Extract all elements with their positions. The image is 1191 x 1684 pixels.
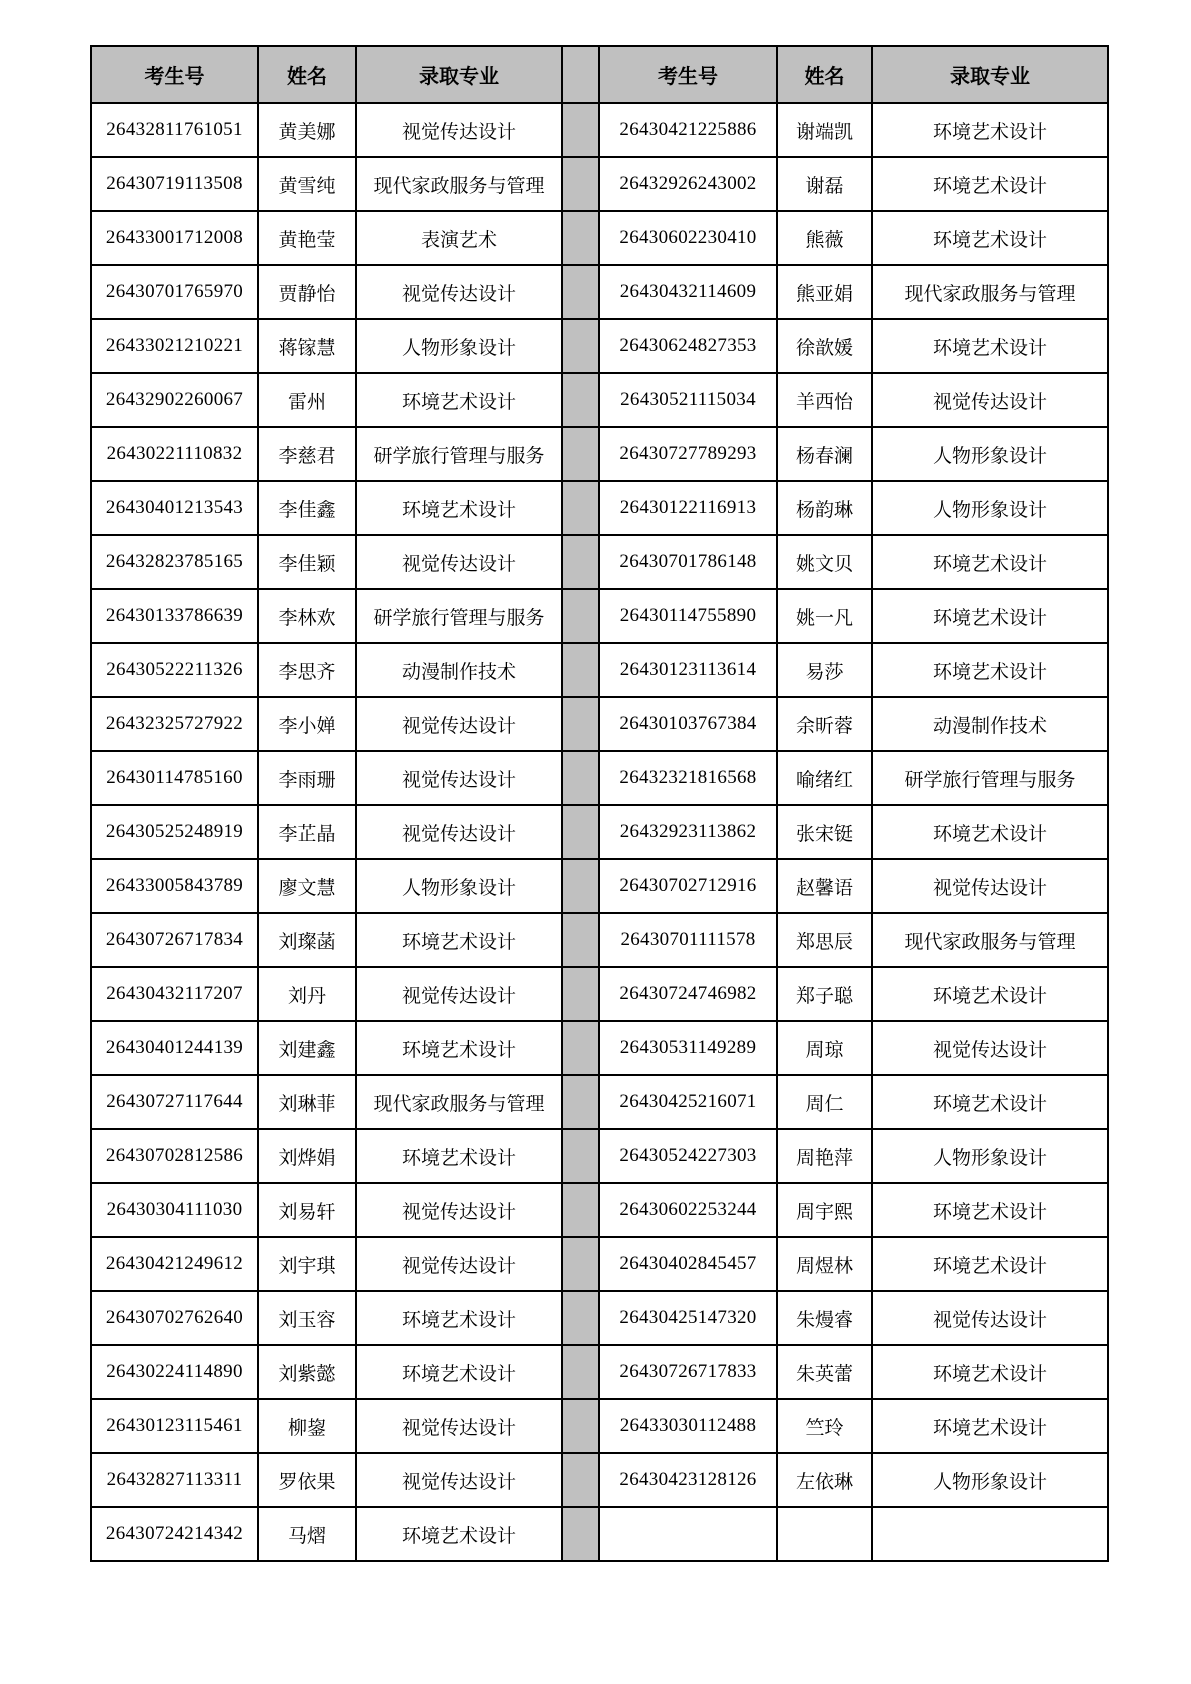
table-row	[91, 589, 1108, 643]
column-separator	[562, 751, 599, 805]
student-id-cell: 26430602253244	[599, 1183, 777, 1237]
student-name-cell: 李小婵	[258, 697, 356, 751]
header-right-name: 姓名	[777, 46, 872, 103]
admitted-major-cell: 环境艺术设计	[872, 211, 1108, 265]
column-separator	[562, 1507, 599, 1561]
admission-table	[90, 45, 1109, 1562]
header-right-id: 考生号	[599, 46, 777, 103]
student-id-cell: 26430624827353	[599, 319, 777, 373]
student-id-cell: 26430724214342	[91, 1507, 258, 1561]
header-left-major: 录取专业	[356, 46, 562, 103]
student-id-cell: 26432923113862	[599, 805, 777, 859]
admitted-major-cell: 环境艺术设计	[356, 1021, 562, 1075]
student-name-cell: 左依琳	[777, 1453, 872, 1507]
student-id-cell: 26430432117207	[91, 967, 258, 1021]
admitted-major-cell: 环境艺术设计	[872, 1075, 1108, 1129]
admitted-major-cell: 环境艺术设计	[356, 913, 562, 967]
student-id-cell: 26432926243002	[599, 157, 777, 211]
column-separator	[562, 535, 599, 589]
admitted-major-cell: 视觉传达设计	[872, 1291, 1108, 1345]
student-id-cell: 26430123115461	[91, 1399, 258, 1453]
admitted-major-cell: 视觉传达设计	[356, 967, 562, 1021]
admitted-major-cell: 环境艺术设计	[872, 805, 1108, 859]
student-name-cell: 黄美娜	[258, 103, 356, 157]
student-name-cell	[777, 1507, 872, 1561]
student-name-cell: 张宋铤	[777, 805, 872, 859]
student-id-cell: 26430719113508	[91, 157, 258, 211]
student-name-cell: 贾静怡	[258, 265, 356, 319]
table-row	[91, 319, 1108, 373]
column-separator	[562, 589, 599, 643]
admitted-major-cell: 视觉传达设计	[356, 805, 562, 859]
student-id-cell: 26430425216071	[599, 1075, 777, 1129]
header-row	[91, 46, 1108, 103]
student-id-cell: 26430103767384	[599, 697, 777, 751]
student-name-cell: 雷州	[258, 373, 356, 427]
table-row	[91, 481, 1108, 535]
table-row	[91, 1129, 1108, 1183]
student-name-cell: 赵馨语	[777, 859, 872, 913]
student-id-cell: 26433021210221	[91, 319, 258, 373]
student-name-cell: 周艳萍	[777, 1129, 872, 1183]
student-id-cell: 26432325727922	[91, 697, 258, 751]
student-name-cell: 李佳鑫	[258, 481, 356, 535]
column-separator	[562, 319, 599, 373]
student-id-cell: 26430521115034	[599, 373, 777, 427]
admitted-major-cell: 环境艺术设计	[356, 1129, 562, 1183]
admitted-major-cell: 环境艺术设计	[356, 1507, 562, 1561]
student-id-cell: 26430702812586	[91, 1129, 258, 1183]
student-name-cell: 刘琳菲	[258, 1075, 356, 1129]
admitted-major-cell: 视觉传达设计	[356, 1183, 562, 1237]
admitted-major-cell: 视觉传达设计	[872, 859, 1108, 913]
admitted-major-cell: 视觉传达设计	[872, 1021, 1108, 1075]
student-id-cell: 26430133786639	[91, 589, 258, 643]
column-separator	[562, 1129, 599, 1183]
table-row	[91, 1183, 1108, 1237]
student-name-cell: 蒋镓慧	[258, 319, 356, 373]
student-id-cell: 26430122116913	[599, 481, 777, 535]
table-row	[91, 643, 1108, 697]
student-name-cell: 刘建鑫	[258, 1021, 356, 1075]
admitted-major-cell: 动漫制作技术	[356, 643, 562, 697]
table-row	[91, 1507, 1108, 1561]
table-row	[91, 859, 1108, 913]
admitted-major-cell: 视觉传达设计	[356, 1453, 562, 1507]
student-name-cell: 熊薇	[777, 211, 872, 265]
student-name-cell: 刘紫懿	[258, 1345, 356, 1399]
table-body	[91, 103, 1108, 1561]
admitted-major-cell: 环境艺术设计	[872, 319, 1108, 373]
student-name-cell: 朱熳睿	[777, 1291, 872, 1345]
column-separator	[562, 643, 599, 697]
student-id-cell: 26430432114609	[599, 265, 777, 319]
admitted-major-cell: 环境艺术设计	[356, 1345, 562, 1399]
student-id-cell: 26432827113311	[91, 1453, 258, 1507]
student-id-cell: 26430224114890	[91, 1345, 258, 1399]
admitted-major-cell: 环境艺术设计	[872, 1237, 1108, 1291]
admitted-major-cell: 人物形象设计	[872, 1453, 1108, 1507]
column-separator	[562, 1345, 599, 1399]
student-id-cell: 26433001712008	[91, 211, 258, 265]
admitted-major-cell: 环境艺术设计	[872, 103, 1108, 157]
table-row	[91, 1345, 1108, 1399]
column-separator	[562, 1453, 599, 1507]
student-name-cell: 马熠	[258, 1507, 356, 1561]
student-name-cell: 罗依果	[258, 1453, 356, 1507]
table-row	[91, 535, 1108, 589]
student-name-cell: 李思齐	[258, 643, 356, 697]
column-separator	[562, 46, 599, 103]
table-row	[91, 1453, 1108, 1507]
student-name-cell: 柳鋆	[258, 1399, 356, 1453]
table-row	[91, 697, 1108, 751]
column-separator	[562, 1399, 599, 1453]
student-id-cell: 26430421225886	[599, 103, 777, 157]
header-left-id: 考生号	[91, 46, 258, 103]
student-id-cell: 26430304111030	[91, 1183, 258, 1237]
admitted-major-cell: 视觉传达设计	[356, 1237, 562, 1291]
admitted-major-cell: 人物形象设计	[872, 1129, 1108, 1183]
student-id-cell: 26430701786148	[599, 535, 777, 589]
student-id-cell: 26430522211326	[91, 643, 258, 697]
admitted-major-cell: 环境艺术设计	[872, 967, 1108, 1021]
header-left-name: 姓名	[258, 46, 356, 103]
student-name-cell: 羊西怡	[777, 373, 872, 427]
student-id-cell: 26430525248919	[91, 805, 258, 859]
student-name-cell: 李林欢	[258, 589, 356, 643]
admitted-major-cell: 视觉传达设计	[356, 265, 562, 319]
student-name-cell: 刘宇琪	[258, 1237, 356, 1291]
table-row	[91, 427, 1108, 481]
admitted-major-cell: 表演艺术	[356, 211, 562, 265]
column-separator	[562, 859, 599, 913]
student-name-cell: 郑思辰	[777, 913, 872, 967]
student-name-cell: 廖文慧	[258, 859, 356, 913]
student-name-cell: 谢磊	[777, 157, 872, 211]
column-separator	[562, 1183, 599, 1237]
student-id-cell: 26430423128126	[599, 1453, 777, 1507]
student-id-cell: 26430401244139	[91, 1021, 258, 1075]
admitted-major-cell: 视觉传达设计	[356, 103, 562, 157]
table-row	[91, 805, 1108, 859]
admitted-major-cell: 环境艺术设计	[356, 373, 562, 427]
student-name-cell: 郑子聪	[777, 967, 872, 1021]
admitted-major-cell: 环境艺术设计	[872, 589, 1108, 643]
student-id-cell: 26430401213543	[91, 481, 258, 535]
student-name-cell: 刘易轩	[258, 1183, 356, 1237]
student-name-cell: 李慈君	[258, 427, 356, 481]
student-name-cell: 谢端凯	[777, 103, 872, 157]
table-row	[91, 1237, 1108, 1291]
admitted-major-cell: 视觉传达设计	[356, 535, 562, 589]
column-separator	[562, 265, 599, 319]
admitted-major-cell: 环境艺术设计	[356, 1291, 562, 1345]
admitted-major-cell: 视觉传达设计	[356, 1399, 562, 1453]
column-separator	[562, 1237, 599, 1291]
admitted-major-cell: 人物形象设计	[872, 427, 1108, 481]
student-name-cell: 刘璨菡	[258, 913, 356, 967]
student-name-cell: 徐歆媛	[777, 319, 872, 373]
column-separator	[562, 427, 599, 481]
student-id-cell: 26432823785165	[91, 535, 258, 589]
student-id-cell: 26430425147320	[599, 1291, 777, 1345]
column-separator	[562, 697, 599, 751]
student-id-cell: 26430701111578	[599, 913, 777, 967]
admitted-major-cell: 环境艺术设计	[872, 1399, 1108, 1453]
student-id-cell: 26430726717833	[599, 1345, 777, 1399]
table-row	[91, 211, 1108, 265]
table-row	[91, 913, 1108, 967]
student-id-cell: 26430727789293	[599, 427, 777, 481]
student-name-cell: 杨韵琳	[777, 481, 872, 535]
admitted-major-cell: 环境艺术设计	[872, 643, 1108, 697]
column-separator	[562, 211, 599, 265]
column-separator	[562, 913, 599, 967]
student-id-cell: 26433005843789	[91, 859, 258, 913]
admitted-major-cell: 环境艺术设计	[872, 1345, 1108, 1399]
header-right-major: 录取专业	[872, 46, 1108, 103]
student-name-cell: 李佳颖	[258, 535, 356, 589]
admitted-major-cell: 动漫制作技术	[872, 697, 1108, 751]
student-name-cell: 余昕蓉	[777, 697, 872, 751]
student-id-cell: 26433030112488	[599, 1399, 777, 1453]
student-name-cell: 熊亚娟	[777, 265, 872, 319]
student-name-cell: 刘丹	[258, 967, 356, 1021]
admitted-major-cell: 现代家政服务与管理	[356, 157, 562, 211]
admitted-major-cell: 现代家政服务与管理	[356, 1075, 562, 1129]
column-separator	[562, 157, 599, 211]
column-separator	[562, 481, 599, 535]
student-id-cell: 26430221110832	[91, 427, 258, 481]
column-separator	[562, 1075, 599, 1129]
student-name-cell: 朱英蕾	[777, 1345, 872, 1399]
student-id-cell: 26430702712916	[599, 859, 777, 913]
student-id-cell: 26432321816568	[599, 751, 777, 805]
student-id-cell: 26430123113614	[599, 643, 777, 697]
student-id-cell: 26430531149289	[599, 1021, 777, 1075]
table-row	[91, 751, 1108, 805]
table-row	[91, 265, 1108, 319]
student-name-cell: 李芷晶	[258, 805, 356, 859]
admitted-major-cell: 视觉传达设计	[872, 373, 1108, 427]
student-name-cell: 黄艳莹	[258, 211, 356, 265]
student-id-cell: 26430726717834	[91, 913, 258, 967]
admitted-major-cell: 现代家政服务与管理	[872, 913, 1108, 967]
student-name-cell: 易莎	[777, 643, 872, 697]
student-id-cell: 26430724746982	[599, 967, 777, 1021]
student-name-cell: 姚文贝	[777, 535, 872, 589]
student-id-cell: 26430524227303	[599, 1129, 777, 1183]
admitted-major-cell: 人物形象设计	[356, 319, 562, 373]
student-name-cell: 李雨珊	[258, 751, 356, 805]
admitted-major-cell: 视觉传达设计	[356, 697, 562, 751]
admitted-major-cell	[872, 1507, 1108, 1561]
admitted-major-cell: 视觉传达设计	[356, 751, 562, 805]
table-row	[91, 967, 1108, 1021]
student-id-cell: 26430402845457	[599, 1237, 777, 1291]
admitted-major-cell: 研学旅行管理与服务	[872, 751, 1108, 805]
student-id-cell: 26430702762640	[91, 1291, 258, 1345]
table-row	[91, 1021, 1108, 1075]
table-row	[91, 103, 1108, 157]
table-row	[91, 1075, 1108, 1129]
student-name-cell: 周仁	[777, 1075, 872, 1129]
student-name-cell: 刘玉容	[258, 1291, 356, 1345]
student-name-cell: 竺玲	[777, 1399, 872, 1453]
student-name-cell: 周琼	[777, 1021, 872, 1075]
admitted-major-cell: 研学旅行管理与服务	[356, 589, 562, 643]
student-id-cell: 26430114785160	[91, 751, 258, 805]
admitted-major-cell: 现代家政服务与管理	[872, 265, 1108, 319]
student-name-cell: 周宇熙	[777, 1183, 872, 1237]
student-id-cell: 26432811761051	[91, 103, 258, 157]
student-id-cell: 26430701765970	[91, 265, 258, 319]
table-row	[91, 1399, 1108, 1453]
table-row	[91, 157, 1108, 211]
admitted-major-cell: 环境艺术设计	[872, 1183, 1108, 1237]
admitted-major-cell: 人物形象设计	[872, 481, 1108, 535]
column-separator	[562, 103, 599, 157]
student-id-cell: 26430421249612	[91, 1237, 258, 1291]
student-name-cell: 喻绪红	[777, 751, 872, 805]
column-separator	[562, 805, 599, 859]
student-name-cell: 刘烨娟	[258, 1129, 356, 1183]
column-separator	[562, 1291, 599, 1345]
student-id-cell: 26430602230410	[599, 211, 777, 265]
admitted-major-cell: 环境艺术设计	[872, 535, 1108, 589]
student-name-cell: 黄雪纯	[258, 157, 356, 211]
student-name-cell: 杨春澜	[777, 427, 872, 481]
student-name-cell: 姚一凡	[777, 589, 872, 643]
admitted-major-cell: 环境艺术设计	[356, 481, 562, 535]
column-separator	[562, 967, 599, 1021]
student-id-cell: 26430114755890	[599, 589, 777, 643]
table-row	[91, 1291, 1108, 1345]
student-id-cell: 26432902260067	[91, 373, 258, 427]
student-id-cell: 26430727117644	[91, 1075, 258, 1129]
admitted-major-cell: 研学旅行管理与服务	[356, 427, 562, 481]
column-separator	[562, 1021, 599, 1075]
admitted-major-cell: 人物形象设计	[356, 859, 562, 913]
column-separator	[562, 373, 599, 427]
student-name-cell: 周煜林	[777, 1237, 872, 1291]
table-row	[91, 373, 1108, 427]
student-id-cell	[599, 1507, 777, 1561]
admitted-major-cell: 环境艺术设计	[872, 157, 1108, 211]
